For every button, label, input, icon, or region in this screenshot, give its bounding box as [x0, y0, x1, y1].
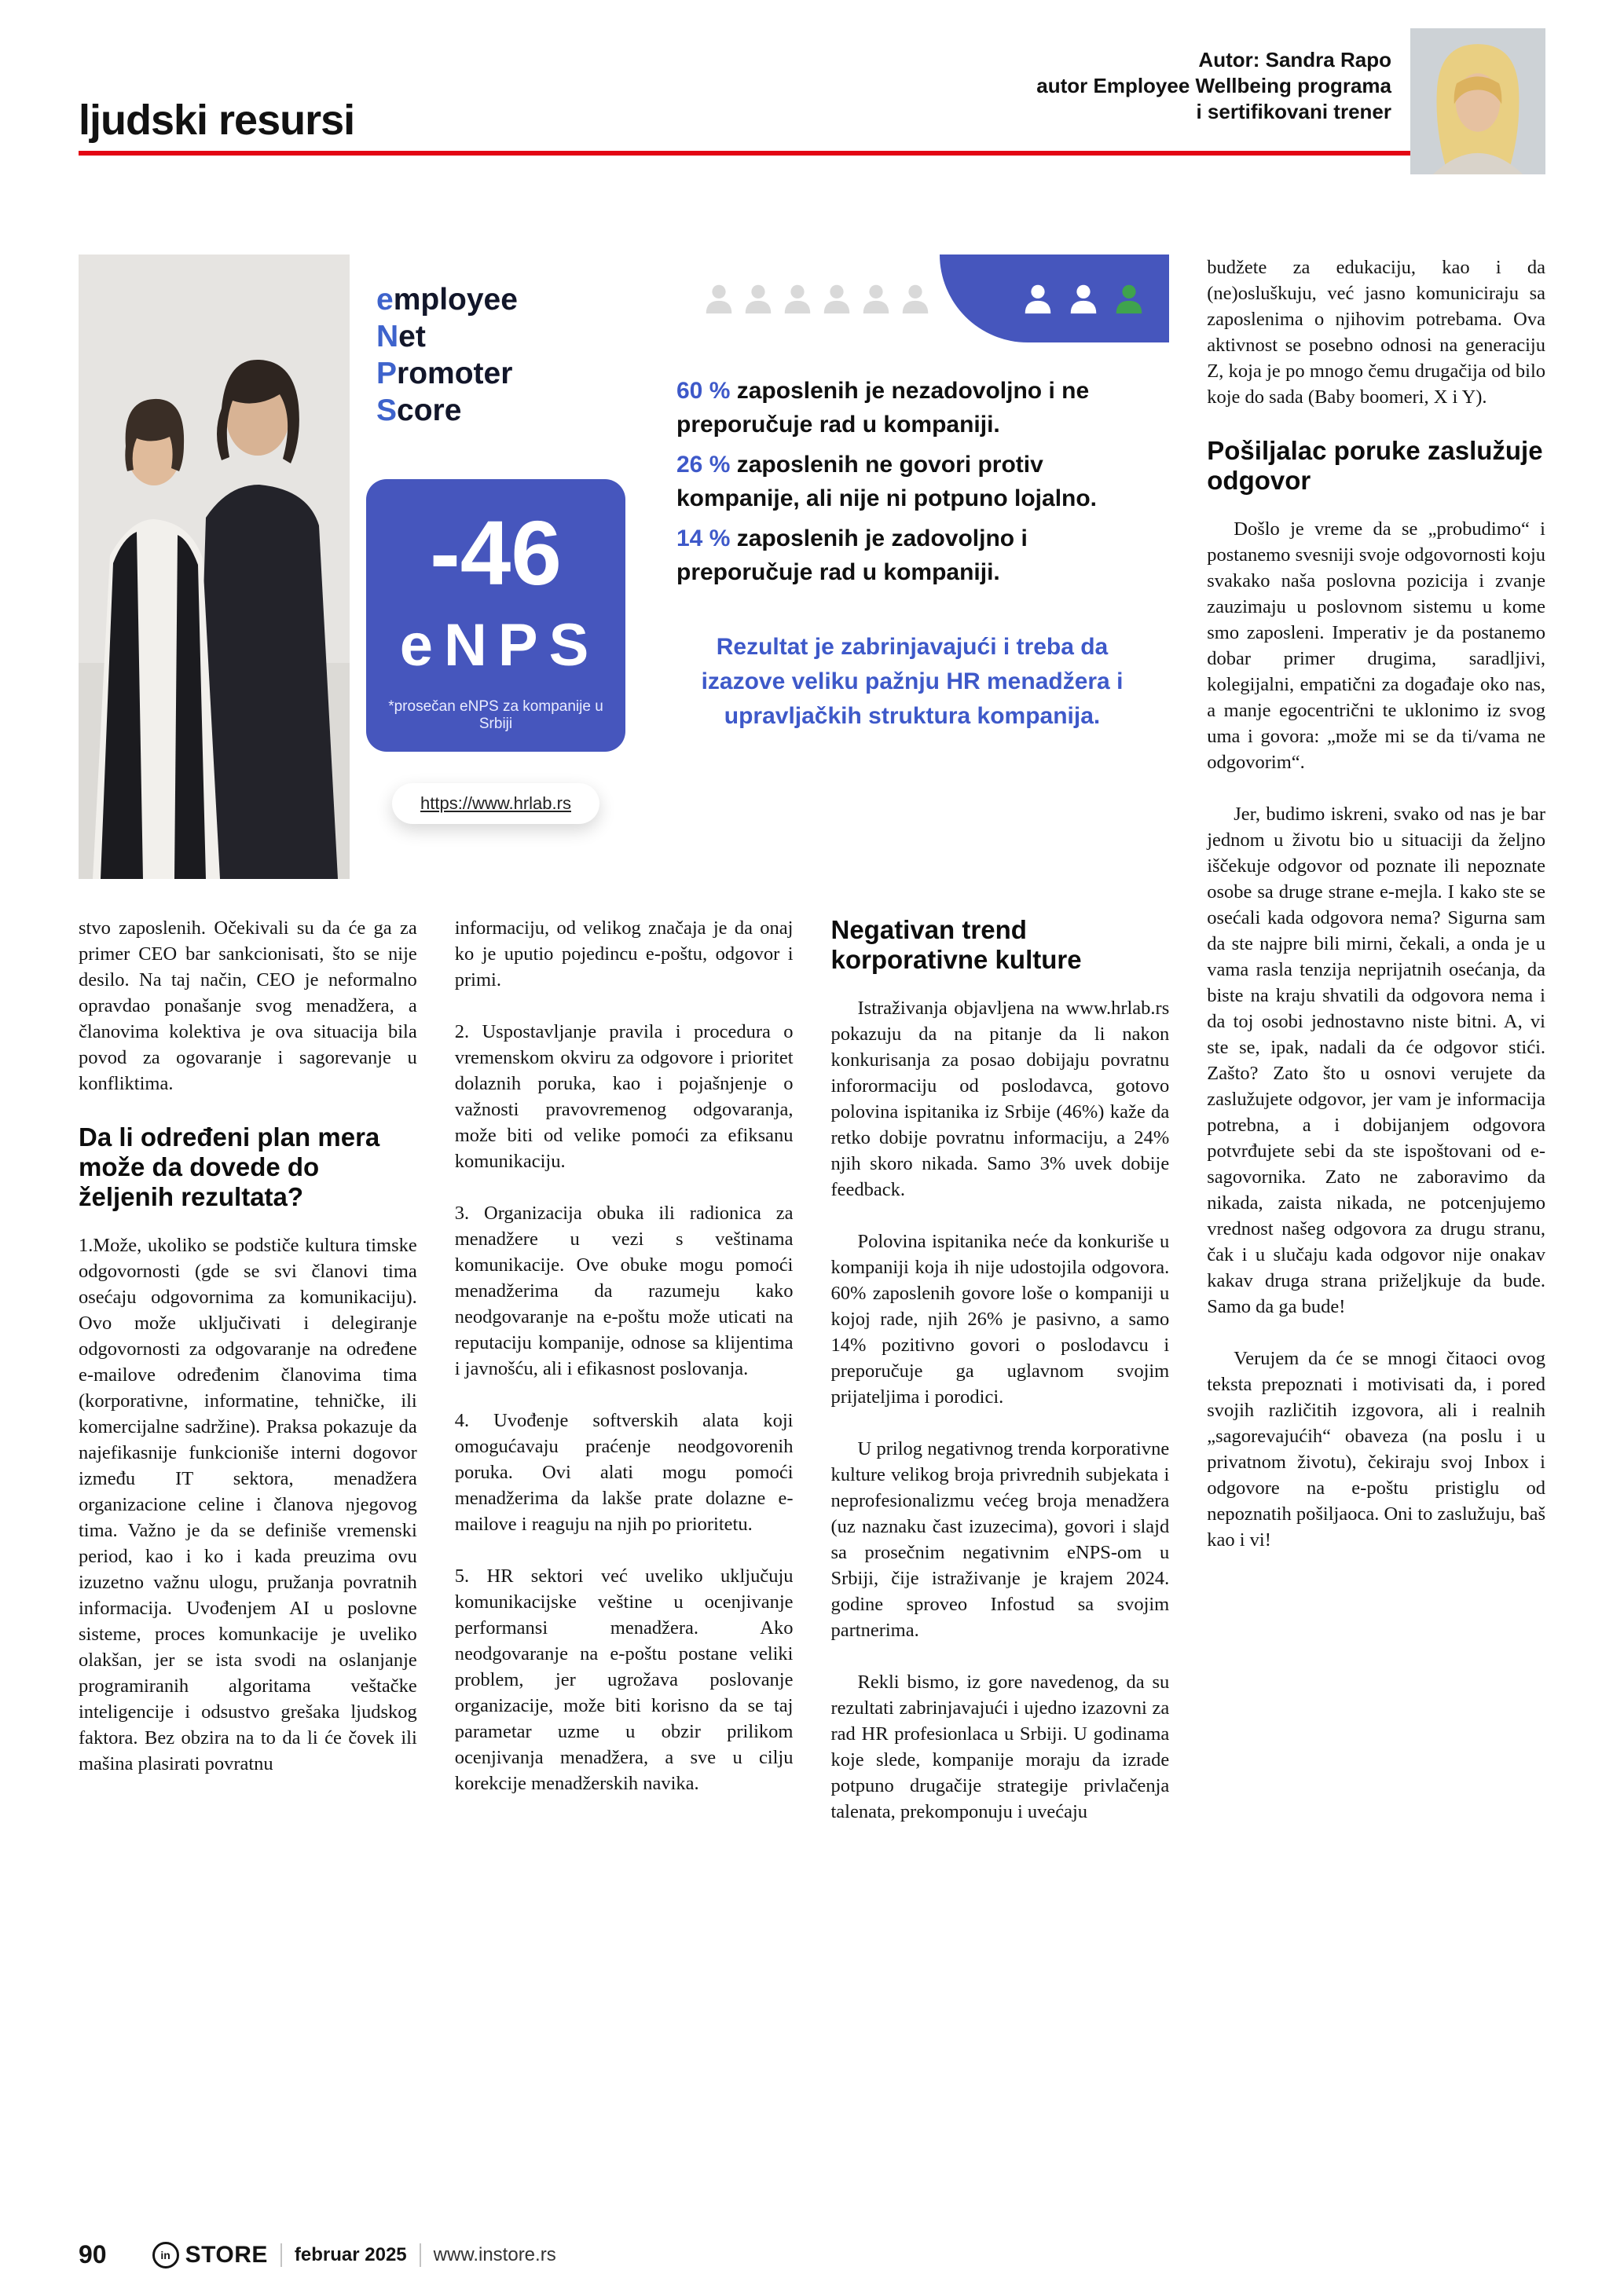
- paragraph: Rekli bismo, iz gore navedenog, da su rezultati zabrinjavajući i ujedno izazovni za rad HR profesionlaca u Srbiji. U godinama koje slede, kompanije moraju da izrade potpuno drugačije strategije privlačenja talenata, prekomponuju i uvećaju: [830, 1672, 1170, 1822]
- hrlab-link[interactable]: https://www.hrlab.rs: [420, 793, 571, 813]
- masthead: [79, 0, 1545, 151]
- person-icon: [740, 280, 776, 317]
- enps-score-panel: [350, 255, 642, 879]
- paragraph: 5. HR sektori već uveliko uključuju komunikacijske veštine u ocenjivanje performansi menadžera. Ako neodgovaranje na e-poštu postane veliki problem, jer ugrožava poslovanje organizacije, može biti korisno da se taj parametar uzme u obzir prilikom ocenjivanja menadžera, a sve u cilju korekcije menadžerskih navika.: [454, 1565, 794, 1794]
- author-role-1: autor Employee Wellbeing programa: [1036, 74, 1391, 97]
- enps-infographic: [79, 255, 1169, 879]
- enps-score-card: [366, 479, 625, 752]
- footer-divider: [420, 2243, 421, 2267]
- brand-name: STORE: [185, 2241, 268, 2268]
- instore-logo: [152, 2242, 268, 2269]
- author-photo: [1410, 28, 1545, 174]
- enps-word-score: Score: [376, 394, 462, 427]
- stat-26-percent: 26 % zaposlenih ne govori protiv kompanije, ali nije ni potpuno lojalno.: [676, 452, 1098, 511]
- issue-date: februar 2025: [294, 2243, 407, 2265]
- enps-score-value: -46: [430, 502, 562, 604]
- people-icons-row: [699, 255, 1169, 342]
- paragraph: Istraživanja objavljena na www.hrlab.rs pokazuju da na pitanje da li nakon konkurisanja za posao dobijaju povratnu inforormaciju od poslodavca, gotovo polovina ispitanika iz Srbije (46%) kaže da retko dobije povratnu informaciju, a 24% njih skoro nikada. Samo 3% uvek dobije feedback.: [830, 998, 1170, 1200]
- paragraph: informaciju, od velikog značaja je da onaj ko je uputio pojedincu e-poštu, odgovor i primi.: [454, 917, 794, 991]
- author-block: [1036, 47, 1391, 174]
- section-heading-posiljalac: Pošiljalac poruke zaslužuje odgovor: [1207, 436, 1543, 495]
- person-icon: [1065, 280, 1102, 317]
- paragraph: stvo zaposlenih. Očekivali su da će ga za primer CEO bar sankcionisati, što se nije desilo. Na taj način, CEO je neformalno opravdao ponašanje svog menadžera, a članovima kolektiva je ova situacija bila povod za ogovaranje i sagorevanje u konfliktima.: [79, 917, 417, 1094]
- enps-word-promoter: Promoter: [376, 357, 513, 390]
- article-body: [79, 255, 1545, 1825]
- author-area: [1036, 28, 1545, 174]
- person-icon: [1020, 280, 1056, 317]
- enps-callout-text: Rezultat je zabrinjavajući i treba da izazove veliku pažnju HR menadžera i upravljačkih struktura kompanija.: [701, 634, 1124, 729]
- paragraph: 1.Može, ukoliko se podstiče kultura timske odgovornosti (gde se svi članovi tima osećaju odgovornima za komunikaciju). Ovo može uključivati i delegiranje odgovornosti za odgovaranje na određene e-mailove određenim članovima tima (korporativne, informatine, tehničke, ili komercijalne sadržine). Praksa pokazuje da najefikasnije funkcioniše interni dogovor između IT sektora, menadžera organizacione celine i članova njegovog tima. Važno je da se definiše vremenski period, kao i ko i kada preuzima ovu izuzetno važnu ulogu, pružanja povratnih informacija. Uvođenjem AI u poslovne sisteme, proces komunkacije je uveliko olakšan, jer se ista svodi na oslanjanje programiranih algoritama veštačke inteligencije i odsustvo grešaka ljudskog faktora. Bez obzira na to da li će čovek ili mašina plasirati povratnu: [79, 1235, 417, 1774]
- people-icons-blue-corner: [940, 255, 1169, 342]
- person-icon: [897, 280, 933, 317]
- paragraph: 2. Uspostavljanje pravila i procedura o vremenskom okviru za odgovore i prioritet dolaznih poruka, kao i pojašnjenje o važnosti pravovremenog odgovaranja, može biti od velike pomoći za efiksanu komunikaciju.: [454, 1021, 794, 1172]
- page-footer: [79, 2240, 1545, 2269]
- person-icon: [701, 280, 737, 317]
- instore-ring-icon: in: [152, 2242, 179, 2269]
- photo-two-women: [79, 255, 350, 879]
- section-heading-plan-mera: Da li određeni plan mera može da dovede do željenih rezultata?: [79, 1122, 380, 1211]
- paragraph: 3. Organizacija obuka ili radionica za menadžere u vezi s veštinama komunikacije. Ove obuke mogu pomoći menadžerima da razumeju kako neodgovaranje na e-poštu može uticati na reputaciju kompanije, odnose sa klijentima i javnošću, ali i efikasnost poslovanja.: [454, 1203, 794, 1379]
- article-column-1: [79, 915, 417, 1825]
- paragraph: 4. Uvođenje softverskih alata koji omogućavaju praćenje neodgovorenih poruka. Ovi alati mogu pomoći menadžerima da lakše prate dolazne e-mailove i reaguju na njih po prioritetu.: [454, 1410, 794, 1535]
- page-number: 90: [79, 2240, 107, 2269]
- article-column-4: [1207, 255, 1545, 1825]
- enps-word-employee: employee: [376, 283, 518, 317]
- author-name: Autor: Sandra Rapo: [1198, 48, 1391, 71]
- enps-score-label: eNPS: [399, 612, 600, 679]
- source-link-pill: [392, 783, 599, 824]
- enps-word-net: Net: [376, 320, 426, 353]
- person-icon: [1111, 280, 1147, 317]
- article-column-2: [455, 915, 794, 1825]
- paragraph: Jer, budimo iskreni, svako od nas je bar jednom u životu bio u situaciji da željno iščekuje odgovor od poznate ili nepoznate osobe sa druge strane e-mejla. I kako ste se osećali kada odgovora nema? Sigurna sam da ste najpre bili mirni, čekali, a onda je u vama rasla tenzija neprijatnih osećanja, da biste na kraju shvatili da odgovora nema i da toj osobi jednostavno niste bitni. A, vi ste se, ipak, nadali da će odgovor stići. Zašto? Zato što u osnovi verujete da zaslužujete odgovor, jer vam je informacija potrebna, a i dobijanjem odgovora potvrđujete sebi da ste ispoštovani od e-sagovornika. Zato ne zaboravimo da nikada, zaista nikada, ne potcenjujemo vrednost našeg odgovora za drugu stranu, čak i u slučaju kada odgovor nije onakav kakav druga strana priželjkuje da bude. Samo da ga bude!: [1207, 804, 1545, 1317]
- paragraph: Verujem da će se mnogi čitaoci ovog teksta prepoznati i motivisati da, i pored svojih različitih izgovora, ali i realnih „sagorevajućih“ obaveza (na poslu i u privatnom životu), čekiraju svoj Inbox i odgovore na e-poštu pristiglu od nepoznatih pošiljaoca. Oni to zaslužuju, baš kao i vi!: [1207, 1348, 1545, 1551]
- website-url: www.instore.rs: [433, 2243, 556, 2265]
- person-icon: [858, 280, 894, 317]
- paragraph: Polovina ispitanika neće da konkuriše u kompaniji koja ih nije udostojila odgovora. 60% zaposlenih govore loše o kompaniji u kojoj rade, njih 26% je pasivno, a samo 14% pozitivno govori o poslodavcu i preporučuje ga uglavnom svojim prijateljima i porodici.: [830, 1231, 1170, 1408]
- person-icon: [819, 280, 855, 317]
- author-role-2: i sertifikovani trener: [1196, 100, 1391, 123]
- person-icon: [779, 280, 816, 317]
- article-column-3: [831, 915, 1170, 1825]
- paragraph: budžete za edukaciju, kao i da (ne)osluškuju, već jasno komuniciraju sa zaposlenima o njihovim potrebama. Ova aktivnost se posebno odnosi na generaciju Z, koja je po mnogo čemu drugačija od bilo koje do sada (Baby boomeri, X i Y).: [1207, 257, 1545, 408]
- footer-divider: [280, 2243, 282, 2267]
- paragraph: U prilog negativnog trenda korporativne kulture velikog broja privrednih subjekata i neprofesionalizmu većeg broja menadžera (uz naznaku čast izuzecima), govori i slajd sa prosečnim negativnim eNPS-om u Srbiji, čije istraživanje je krajem 2024. godine sproveo Infostud sa svojim partnerima.: [830, 1438, 1170, 1641]
- section-heading-negativan-trend: Negativan trend korporativne kulture: [830, 915, 1082, 974]
- enps-statistics-panel: [642, 255, 1169, 879]
- enps-score-footnote: *prosečan eNPS za kompanije u Srbiji: [388, 698, 603, 732]
- stat-60-percent: 60 % zaposlenih je nezadovoljno i ne preporučuje rad u kompaniji.: [676, 378, 1090, 438]
- paragraph: Došlo je vreme da se „probudimo“ i postanemo svesniji svoje odgovornosti koju svakako naša poslovna pozicija i zvanje zauzimaju u poslovnom sistemu u kome smo zaposleni. Imperativ je da postanemo dobar primer drugima, saradljivi, kolegijalni, empatični za događaje oko nas, a manje egocentrični te uklonimo iz svog uma i govora: „može mi se da ti/vama ne odgovorim“.: [1207, 518, 1545, 773]
- page-title: ljudski resursi: [79, 97, 355, 144]
- stat-14-percent: 14 % zaposlenih je zadovoljno i preporučuje rad u kompaniji.: [676, 525, 1028, 585]
- enps-acronym-title: [376, 281, 518, 429]
